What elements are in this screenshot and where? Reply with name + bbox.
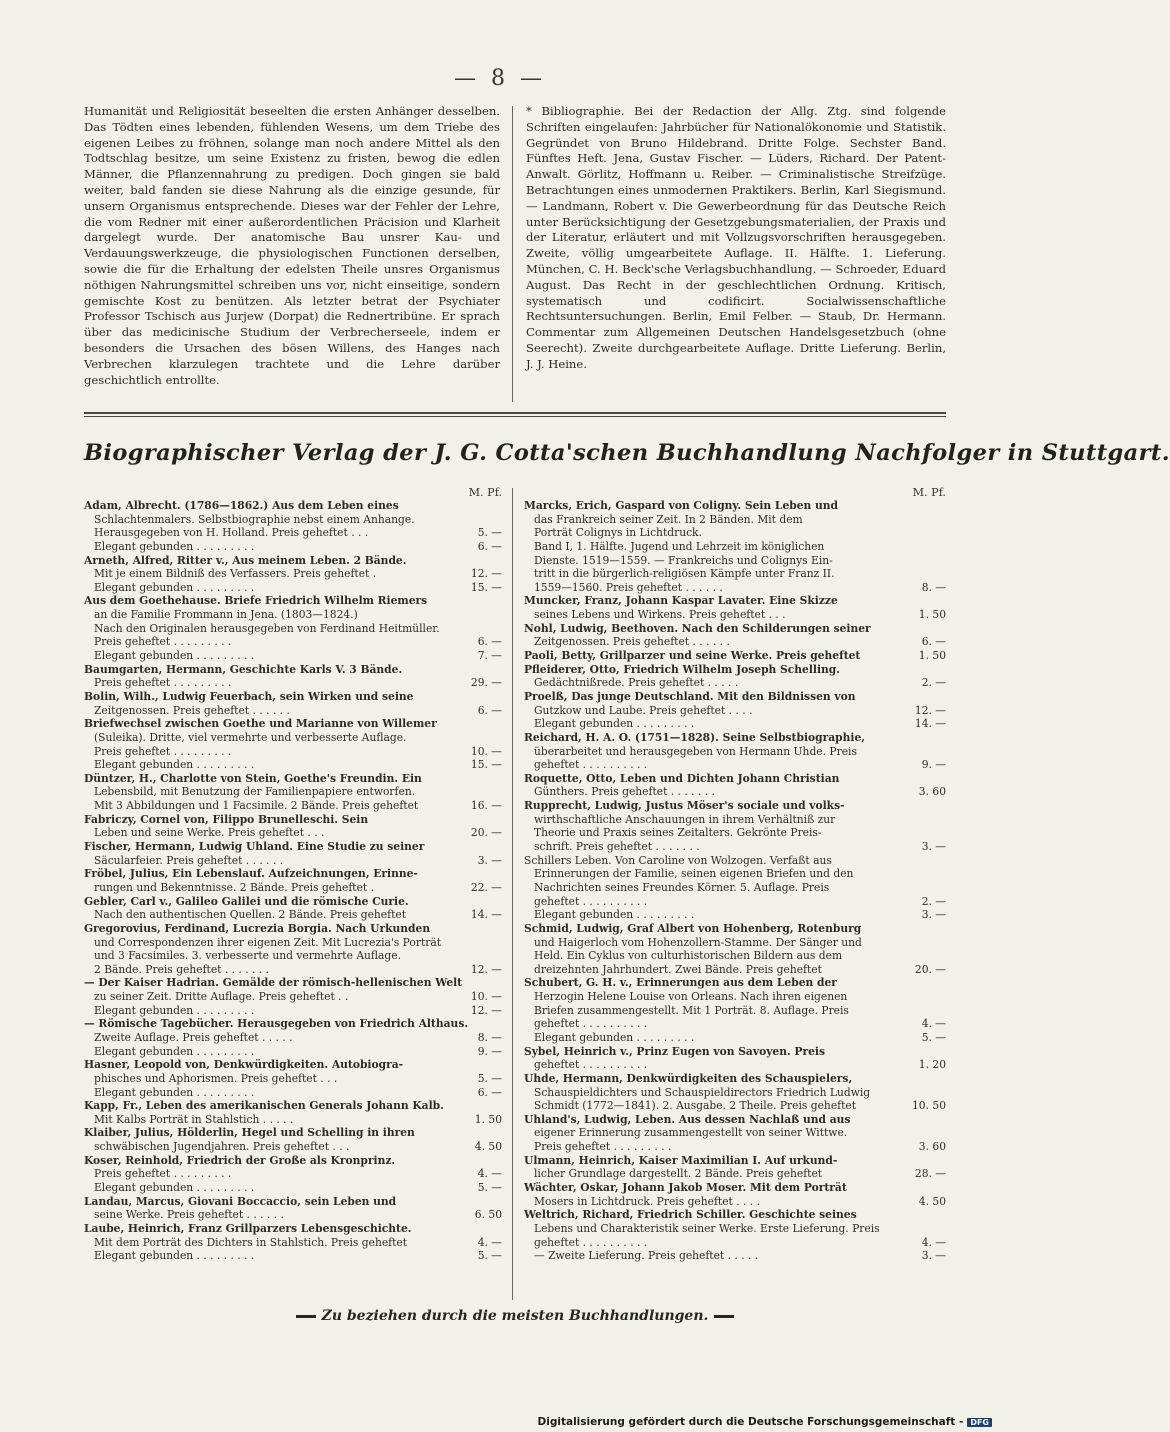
catalog-line (524, 990, 946, 1004)
catalog-line-text: Nach den Originalen herausgegeben von Ferdinand Heitmüller. (94, 621, 440, 635)
catalog-line-text: Gedächtnißrede. Preis geheftet . . . . . (534, 676, 739, 690)
catalog-price: 5. — (474, 1072, 502, 1086)
catalog-line-text: Elegant gebunden . . . . . . . . . (534, 1030, 695, 1044)
catalog-line-text: Elegant gebunden . . . . . . . . . (94, 1044, 255, 1058)
catalog-line-text: zu seiner Zeit. Dritte Auflage. Preis geheftet . . (94, 990, 349, 1004)
catalog-line (524, 1222, 946, 1236)
catalog-line-text: licher Grundlage dargestellt. 2 Bände. Preis geheftet (534, 1167, 823, 1181)
catalog-line-text: Preis geheftet . . . . . . . . . (534, 1140, 672, 1154)
catalog-price: 29. — (467, 676, 502, 690)
catalog-line-text: Lebens und Charakteristik seiner Werke. Erste Lieferung. Preis (534, 1221, 880, 1235)
catalog-price: 10. 50 (908, 1099, 946, 1113)
catalog-line-text: Paoli, Betty, Grillparzer und seine Werke. Preis geheftet (524, 649, 861, 663)
catalog-price: 15. — (467, 581, 502, 595)
catalog-line (524, 949, 946, 963)
catalog-line (524, 581, 946, 595)
catalog-line (524, 854, 946, 868)
catalog-line-text: Elegant gebunden . . . . . . . . . (534, 717, 695, 731)
catalog-line-text: Dienste. 1519—1559. — Frankreichs und Colignys Ein- (534, 553, 833, 567)
catalog-price: 14. — (467, 908, 502, 922)
catalog-price: 5. — (474, 1249, 502, 1263)
catalog-line (524, 622, 946, 636)
catalog-line-text: Mit Kalbs Porträt in Stahlstich . . . . . (94, 1112, 294, 1126)
catalog-line (84, 676, 502, 690)
price-header: M. Pf. (468, 486, 502, 499)
catalog-line (524, 922, 946, 936)
catalog-line (524, 704, 946, 718)
catalog-line (524, 1140, 946, 1154)
section-rule (84, 412, 946, 414)
catalog-line-text: Elegant gebunden . . . . . . . . . (94, 580, 255, 594)
catalog-line (84, 540, 502, 554)
catalog-line-text: Mit dem Porträt des Dichters in Stahlstich. Preis geheftet (94, 1235, 408, 1249)
catalog-line (84, 908, 502, 922)
catalog-line (84, 1195, 502, 1209)
catalog-line-text: (Suleika). Dritte, viel vermehrte und verbesserte Auflage. (94, 730, 407, 744)
catalog-price: 3. 60 (915, 785, 946, 799)
catalog-price: 5. — (918, 1031, 946, 1045)
catalog-line-text: Rupprecht, Ludwig, Justus Möser's sociale und volks- (524, 799, 845, 813)
catalog-line-text: Held. Ein Cyklus von culturhistorischen Bildern aus dem (534, 949, 843, 963)
catalog-line (524, 594, 946, 608)
catalog-line (524, 540, 946, 554)
catalog-line-text: geheftet . . . . . . . . . . (534, 1058, 648, 1072)
catalog-line (84, 731, 502, 745)
catalog-line-text: dreizehnten Jahrhundert. Zwei Bände. Preis geheftet (534, 962, 822, 976)
catalog-price: 10. — (467, 745, 502, 759)
catalog-line-text: Briefen zusammengestellt. Mit 1 Porträt. 8. Auflage. Preis (534, 1003, 849, 1017)
catalog-line-text: geheftet . . . . . . . . . . (534, 758, 648, 772)
catalog-line-text: Zeitgenossen. Preis geheftet . . . . . . (94, 703, 290, 717)
article-text: Humanität und Religiosität beseelten die ersten Anhänger desselben. Das Tödten eines lebenden, fühlenden Wesens, um dem Triebe des eigenen Leibes zu fröhnen, solange man noch andere Mittel als den Todtschlag besitze, um seine Existenz zu fristen, bewog die edlen Männer, die Pflanzennahrung zu predigen. Doch gingen sie bald weiter, bald fanden sie diese Nahrung als die einzige gesunde, für unsern Organismus entsprechende. Dieses war der Fehler der Lehre, die vom Redner mit einer außerordentlichen Präcision und Klarheit dargelegt wurde. Der anatomische Bau unsrer Kau- und Verdauungswerkzeuge, die physiologischen Functionen derselben, sowie die für die Erhaltung der edelsten Theile unsres Organismus nöthigen Nahrungsmittel schreiben uns vor, nicht einseitige, sondern gemischte Kost zu benützen. Als letzter betrat der Psychiater Professor Tschisch aus Jurjew (Dorpat) die Rednertribüne. Er sprach über das medicinische Studium der Verbrecherseele, indem er besonders die Ursachen des bösen Willens, des Hanges nach Verbrechen klarzulegen trachtete und die Lehre darüber geschichtlich entrollte. (84, 104, 500, 387)
catalog-line-text: Düntzer, H., Charlotte von Stein, Goethe's Freundin. Ein (84, 771, 422, 785)
catalog-line (84, 1126, 502, 1140)
catalog-line (84, 854, 502, 868)
page-number: — 8 — (454, 66, 546, 91)
catalog-line (84, 745, 502, 759)
catalog-line (84, 1058, 502, 1072)
catalog-line (524, 963, 946, 977)
catalog-price: 6. — (474, 704, 502, 718)
price-header: M. Pf. (912, 486, 946, 499)
catalog-line (84, 881, 502, 895)
catalog-line (84, 1004, 502, 1018)
catalog-line (84, 717, 502, 731)
catalog-line-text: Elegant gebunden . . . . . . . . . (94, 1085, 255, 1099)
catalog-line (84, 990, 502, 1004)
catalog-line (84, 840, 502, 854)
catalog-line-text: Weltrich, Richard, Friedrich Schiller. Geschichte seines (524, 1208, 857, 1222)
catalog-price: 22. — (467, 881, 502, 895)
catalog-line-text: Elegant gebunden . . . . . . . . . (94, 1181, 255, 1195)
catalog-line-text: geheftet . . . . . . . . . . (534, 894, 648, 908)
catalog-line (84, 526, 502, 540)
catalog-line (524, 1045, 946, 1059)
catalog-line (524, 1072, 946, 1086)
catalog-line (524, 608, 946, 622)
catalog-line-text: und Correspondenzen ihrer eigenen Zeit. Mit Lucrezia's Porträt (94, 935, 442, 949)
catalog-price: 7. — (474, 649, 502, 663)
catalog-line (524, 635, 946, 649)
catalog-line (524, 785, 946, 799)
catalog-line (84, 1113, 502, 1127)
catalog-line (524, 1236, 946, 1250)
catalog-line-text: Schmid, Ludwig, Graf Albert von Hohenberg, Rotenburg (524, 921, 862, 935)
catalog-line-text: Säcularfeier. Preis geheftet . . . . . . (94, 853, 284, 867)
catalog-price: 3. — (918, 840, 946, 854)
catalog-column-left (84, 486, 502, 1263)
catalog-line-text: Schlachtenmalers. Selbstbiographie nebst einem Anhange. (94, 512, 415, 526)
catalog-line (524, 813, 946, 827)
catalog-line (524, 1099, 946, 1113)
catalog-line-text: Adam, Albrecht. (1786—1862.) Aus dem Leben eines (84, 499, 399, 512)
catalog-line-text: Sybel, Heinrich v., Prinz Eugen von Savoyen. Preis (524, 1044, 825, 1058)
catalog-line (524, 731, 946, 745)
catalog-price: 3. — (474, 854, 502, 868)
catalog-line-text: Fabriczy, Cornel von, Filippo Brunelleschi. Sein (84, 812, 369, 826)
catalog-price: 15. — (467, 758, 502, 772)
catalog-line-text: Elegant gebunden . . . . . . . . . (94, 539, 255, 553)
catalog-price: 12. — (467, 1004, 502, 1018)
catalog-line (84, 690, 502, 704)
catalog-line-text: Elegant gebunden . . . . . . . . . (94, 758, 255, 772)
catalog-line (524, 1167, 946, 1181)
catalog-line-text: Mit 3 Abbildungen und 1 Facsimile. 2 Bände. Preis geheftet (94, 799, 419, 813)
catalog-line (524, 649, 946, 663)
catalog-price: 2. — (918, 676, 946, 690)
catalog-line-text: Schauspieldichters und Schauspieldirectors Friedrich Ludwig (534, 1085, 871, 1099)
catalog-line (524, 499, 946, 513)
catalog-line-text: Reichard, H. A. O. (1751—1828). Seine Selbstbiographie, (524, 730, 866, 744)
catalog-line-text: phisches und Aphorismen. Preis geheftet . . . (94, 1071, 338, 1085)
catalog-line-text: Nachrichten seines Freundes Körner. 5. Auflage. Preis (534, 880, 830, 894)
catalog-line (84, 704, 502, 718)
catalog-line (84, 799, 502, 813)
catalog-line-text: seine Werke. Preis geheftet . . . . . . (94, 1208, 284, 1222)
catalog-line (524, 1126, 946, 1140)
catalog-price: 8. — (474, 1031, 502, 1045)
catalog-line-text: Schmidt (1772—1841). 2. Ausgabe. 2 Theile. Preis geheftet (534, 1099, 857, 1113)
catalog-price: 6. — (474, 540, 502, 554)
catalog-line (524, 881, 946, 895)
catalog-list-left (84, 499, 502, 1263)
catalog-line (84, 976, 502, 990)
catalog-line (84, 867, 502, 881)
digitization-credit (538, 1416, 992, 1428)
catalog-line-text: Elegant gebunden . . . . . . . . . (94, 1249, 255, 1263)
catalog-line-text: Mosers in Lichtdruck. Preis geheftet . . . . (534, 1194, 760, 1208)
catalog-line-text: Nohl, Ludwig, Beethoven. Nach den Schilderungen seiner (524, 621, 871, 635)
catalog-line-text: geheftet . . . . . . . . . . (534, 1017, 648, 1031)
catalog-line-text: Gebler, Carl v., Galileo Galilei und die römische Curie. (84, 894, 409, 908)
catalog-line (84, 826, 502, 840)
catalog-line-text: Ulmann, Heinrich, Kaiser Maximilian I. Auf urkund- (524, 1153, 838, 1167)
catalog-line (84, 635, 502, 649)
catalog-line-text: Zweite Auflage. Preis geheftet . . . . . (94, 1030, 293, 1044)
catalog-line-text: Preis geheftet . . . . . . . . . (94, 1167, 232, 1181)
catalog-price: 6. — (474, 635, 502, 649)
footer-note-text: Zu beziehen durch die meisten Buchhandlungen. (321, 1308, 709, 1324)
catalog-line-text: Arneth, Alfred, Ritter v., Aus meinem Leben. 2 Bände. (84, 553, 407, 567)
catalog-price: 20. — (911, 963, 946, 977)
catalog-line (84, 608, 502, 622)
catalog-line (84, 1031, 502, 1045)
catalog-line (524, 1208, 946, 1222)
catalog-line-text: Gregorovius, Ferdinand, Lucrezia Borgia. Nach Urkunden (84, 921, 431, 935)
catalog-line (524, 799, 946, 813)
catalog-line-text: Preis geheftet . . . . . . . . . (94, 635, 232, 649)
catalog-line (84, 513, 502, 527)
catalog-line (84, 1236, 502, 1250)
catalog-line (524, 554, 946, 568)
catalog-line (84, 1222, 502, 1236)
catalog-line (524, 1195, 946, 1209)
catalog-price: 20. — (467, 826, 502, 840)
catalog-price: 4. — (474, 1236, 502, 1250)
catalog-line (84, 1099, 502, 1113)
catalog-price: 6. — (918, 635, 946, 649)
catalog-line (524, 1031, 946, 1045)
catalog-line-text: Gutzkow und Laube. Preis geheftet . . . . (534, 703, 753, 717)
catalog-price: 12. — (467, 567, 502, 581)
catalog-line (524, 1086, 946, 1100)
catalog-line-text: Preis geheftet . . . . . . . . . (94, 676, 232, 690)
credit-text: Digitalisierung gefördert durch die Deutsche Forschungsgemeinschaft - (537, 1416, 964, 1428)
catalog-line-text: Briefwechsel zwischen Goethe und Marianne von Willemer (84, 717, 437, 731)
catalog-price: 10. — (467, 990, 502, 1004)
catalog-line-text: schrift. Preis geheftet . . . . . . . (534, 840, 700, 854)
catalog-line-text: Uhde, Hermann, Denkwürdigkeiten des Schauspielers, (524, 1071, 853, 1085)
catalog-line (84, 581, 502, 595)
catalog-line-text: Klaiber, Julius, Hölderlin, Hegel und Schelling in ihren (84, 1126, 415, 1140)
catalog-line-text: Koser, Reinhold, Friedrich der Große als Kronprinz. (84, 1153, 396, 1167)
catalog-line (84, 1167, 502, 1181)
catalog-price: 1. 50 (915, 608, 946, 622)
catalog-line-text: 1559—1560. Preis geheftet . . . . . . (534, 580, 723, 594)
catalog-line (84, 922, 502, 936)
catalog-line (524, 936, 946, 950)
catalog-line-text: und Haigerloch vom Hohenzollern-Stamme. Der Sänger und (534, 935, 862, 949)
catalog-line-text: Marcks, Erich, Gaspard von Coligny. Sein Leben und (524, 499, 839, 512)
catalog-line (84, 963, 502, 977)
catalog-line-text: Hasner, Leopold von, Denkwürdigkeiten. Autobiogra- (84, 1058, 404, 1072)
catalog-line-text: tritt in die bürgerlich-religiösen Kämpfe unter Franz II. (534, 567, 835, 581)
catalog-line-text: eigener Erinnerung zusammengestellt von seiner Wittwe. (534, 1126, 848, 1140)
catalog-price: 28. — (911, 1167, 946, 1181)
dfg-logo: DFG (967, 1418, 992, 1427)
catalog-line (524, 772, 946, 786)
catalog-line (84, 1140, 502, 1154)
catalog-line-text: Landau, Marcus, Giovani Boccaccio, sein Leben und (84, 1194, 397, 1208)
catalog-price: 8. — (918, 581, 946, 595)
catalog-price: 14. — (911, 717, 946, 731)
catalog-price: 12. — (467, 963, 502, 977)
catalog-line-text: Muncker, Franz, Johann Kaspar Lavater. Eine Skizze (524, 594, 838, 608)
catalog-line-text: Kapp, Fr., Leben des amerikanischen Generals Johann Kalb. (84, 1099, 444, 1113)
catalog-line-text: Elegant gebunden . . . . . . . . . (94, 1003, 255, 1017)
catalog-line-text: schwäbischen Jugendjahren. Preis geheftet . . . (94, 1140, 350, 1154)
catalog-line (524, 758, 946, 772)
catalog-line (84, 499, 502, 513)
catalog-line-text: rungen und Bekenntnisse. 2 Bände. Preis geheftet . (94, 880, 374, 894)
catalog-price: 4. — (918, 1236, 946, 1250)
column-divider (512, 488, 513, 1300)
catalog-line (524, 676, 946, 690)
catalog-line (84, 936, 502, 950)
column-divider (512, 106, 513, 402)
catalog-line-text: Mit je einem Bildniß des Verfassers. Preis geheftet . (94, 567, 377, 581)
catalog-line (84, 649, 502, 663)
catalog-line (84, 758, 502, 772)
catalog-line-text: Uhland's, Ludwig, Leben. Aus dessen Nachlaß und aus (524, 1112, 851, 1126)
catalog-line-text: Fröbel, Julius, Ein Lebenslauf. Aufzeichnungen, Erinne- (84, 867, 418, 881)
catalog-line (524, 717, 946, 731)
catalog-line-text: Leben und seine Werke. Preis geheftet . . . (94, 826, 325, 840)
dash-ornament (296, 1315, 316, 1318)
catalog-price: 1. 50 (915, 649, 946, 663)
catalog-line-text: Roquette, Otto, Leben und Dichten Johann Christian (524, 771, 840, 785)
catalog-line-text: Fischer, Hermann, Ludwig Uhland. Eine Studie zu seiner (84, 840, 425, 854)
catalog-price: 3. — (918, 908, 946, 922)
catalog-line (84, 1249, 502, 1263)
catalog-line-text: Preis geheftet . . . . . . . . . (94, 744, 232, 758)
catalog-line-text: Porträt Colignys in Lichtdruck. (534, 526, 702, 540)
catalog-price: 12. — (911, 704, 946, 718)
catalog-price: 4. — (474, 1167, 502, 1181)
catalog-line-text: Erinnerungen der Familie, seinen eigenen Briefen und den (534, 867, 854, 881)
catalog-line-text: Lebensbild, mit Benutzung der Familienpapiere entworfen. (94, 785, 416, 799)
catalog-line-text: Elegant gebunden . . . . . . . . . (534, 908, 695, 922)
catalog-line (84, 772, 502, 786)
catalog-line (84, 1072, 502, 1086)
catalog-line-text: 2 Bände. Preis geheftet . . . . . . . (94, 962, 269, 976)
catalog-line (524, 840, 946, 854)
catalog-line-text: das Frankreich seiner Zeit. In 2 Bänden. Mit dem (534, 512, 803, 526)
catalog-line (524, 663, 946, 677)
catalog-line-text: und 3 Facsimiles. 3. verbesserte und vermehrte Auflage. (94, 949, 401, 963)
catalog-line (84, 1154, 502, 1168)
catalog-line-text: überarbeitet und herausgegeben von Hermann Uhde. Preis (534, 744, 857, 758)
catalog-price: 2. — (918, 895, 946, 909)
section-rule-thin (84, 416, 946, 417)
catalog-line (524, 690, 946, 704)
catalog-line (84, 949, 502, 963)
catalog-line (524, 745, 946, 759)
catalog-line (524, 976, 946, 990)
catalog-line (84, 1181, 502, 1195)
catalog-line-text: Herzogin Helene Louise von Orleans. Nach ihren eigenen (534, 990, 848, 1004)
catalog-line (84, 1208, 502, 1222)
catalog-line (84, 1017, 502, 1031)
catalog-price: 1. 50 (471, 1113, 502, 1127)
catalog-line (524, 526, 946, 540)
dash-ornament (714, 1315, 734, 1318)
catalog-line-text: Band I, 1. Hälfte. Jugend und Lehrzeit im königlichen (534, 539, 825, 553)
catalog-line (524, 1113, 946, 1127)
catalog-line-text: — Zweite Lieferung. Preis geheftet . . . . . (534, 1249, 759, 1263)
catalog-line-text: Schubert, G. H. v., Erinnerungen aus dem Leben der (524, 976, 837, 990)
catalog-line (524, 895, 946, 909)
catalog-line (84, 622, 502, 636)
catalog-price: 6. — (474, 1086, 502, 1100)
catalog-price: 5. — (474, 526, 502, 540)
catalog-line (524, 1017, 946, 1031)
catalog-price: 3. 60 (915, 1140, 946, 1154)
catalog-price: 9. — (474, 1045, 502, 1059)
catalog-price: 6. 50 (471, 1208, 502, 1222)
catalog-line-text: geheftet . . . . . . . . . . (534, 1235, 648, 1249)
catalog-line (84, 785, 502, 799)
catalog-line (524, 867, 946, 881)
catalog-line-text: Proelß, Das junge Deutschland. Mit den Bildnissen von (524, 689, 856, 703)
catalog-line-text: Wächter, Oskar, Johann Jakob Moser. Mit dem Porträt (524, 1181, 847, 1195)
catalog-price: 1. 20 (915, 1058, 946, 1072)
catalog-line-text: Zeitgenossen. Preis geheftet . . . . . . (534, 635, 730, 649)
publisher-heading: Biographischer Verlag der J. G. Cotta'schen Buchhandlung Nachfolger in Stuttgart. (84, 440, 1170, 466)
footer-note (84, 1308, 946, 1324)
catalog-line-text: Schillers Leben. Von Caroline von Wolzogen. Verfaßt aus (524, 853, 832, 867)
catalog-line (84, 1045, 502, 1059)
catalog-line-text: an die Familie Frommann in Jena. (1803—1824.) (94, 608, 358, 622)
catalog-line-text: — Römische Tagebücher. Herausgegeben von Friedrich Althaus. (84, 1017, 469, 1031)
catalog-line-text: Elegant gebunden . . . . . . . . . (94, 649, 255, 663)
bibliography-text: * Bibliographie. Bei der Redaction der Allg. Ztg. sind folgende Schriften eingelaufen: Jahrbücher für Nationalökonomie und Statistik. Gegründet von Bruno Hildebrand. Dritte Folge. Sechster Band. Fünftes Heft. Jena, Gustav Fischer. — Lüders, Richard. Der Patent-Anwalt. Görlitz, Hoffmann u. Reiber. — Criminalistische Streifzüge. Betrachtungen eines unmodernen Praktikers. Berlin, Karl Siegismund. — Landmann, Robert v. Die Gewerbeordnung für das Deutsche Reich unter Berücksichtigung der Gesetzgebungsmaterialien, der Praxis und der Literatur, erläutert und mit Vollzugsvorschriften herausgegeben. Zweite, völlig umgearbeitete Auflage. II. Hälfte. 1. Lieferung. München, C. H. Beck'sche Verlagsbuchhandlung. — Schroeder, Eduard August. Das Recht in der geschlechtlichen Ordnung. Kritisch, systematisch und codificirt. Socialwissenschaftliche Rechtsuntersuchungen. Berlin, Emil Felber. — Staub, Dr. Hermann. Commentar zum Allgemeinen Deutschen Handelsgesetzbuch (ohne Seerecht). Zweite durchgearbeitete Auflage. Dritte Lieferung. Berlin, J. J. Heine. (526, 104, 946, 371)
catalog-line (84, 567, 502, 581)
catalog-line (84, 663, 502, 677)
catalog-price: 9. — (918, 758, 946, 772)
catalog-line-text: Baumgarten, Hermann, Geschichte Karls V. 3 Bände. (84, 662, 403, 676)
catalog-line-text: Nach den authentischen Quellen. 2 Bände. Preis geheftet (94, 908, 406, 922)
catalog-line (524, 1154, 946, 1168)
catalog-price: 3. — (918, 1249, 946, 1263)
catalog-line (84, 813, 502, 827)
catalog-list-right (524, 499, 946, 1263)
catalog-price: 4. 50 (471, 1140, 502, 1154)
catalog-line (524, 1249, 946, 1263)
catalog-line-text: Bolin, Wilh., Ludwig Feuerbach, sein Wirken und seine (84, 689, 414, 703)
catalog-line (524, 1058, 946, 1072)
catalog-line (524, 908, 946, 922)
catalog-line-text: Günthers. Preis geheftet . . . . . . . (534, 785, 715, 799)
catalog-column-right (524, 486, 946, 1263)
catalog-line-text: seines Lebens und Wirkens. Preis geheftet . . . (534, 608, 786, 622)
catalog-line-text: Herausgegeben von H. Holland. Preis geheftet . . . (94, 526, 369, 540)
catalog-price: 5. — (474, 1181, 502, 1195)
catalog-line-text: Laube, Heinrich, Franz Grillparzers Lebensgeschichte. (84, 1221, 412, 1235)
catalog-price: 4. — (918, 1017, 946, 1031)
catalog-line (84, 895, 502, 909)
catalog-line-text: — Der Kaiser Hadrian. Gemälde der römisch-hellenischen Welt (84, 976, 463, 990)
catalog-line (524, 1181, 946, 1195)
catalog-line (524, 1004, 946, 1018)
catalog-line (84, 554, 502, 568)
catalog-line-text: wirthschaftliche Anschauungen in ihrem Verhältniß zur (534, 812, 836, 826)
catalog-line (524, 567, 946, 581)
catalog-line-text: Theorie und Praxis seines Zeitalters. Gekrönte Preis- (534, 826, 822, 840)
catalog-price: 16. — (467, 799, 502, 813)
catalog-line (524, 513, 946, 527)
catalog-line (84, 594, 502, 608)
catalog-price: 4. 50 (915, 1195, 946, 1209)
catalog-line-text: Pfleiderer, Otto, Friedrich Wilhelm Joseph Schelling. (524, 662, 840, 676)
catalog-line (524, 826, 946, 840)
catalog-line (84, 1086, 502, 1100)
catalog-line-text: Aus dem Goethehause. Briefe Friedrich Wilhelm Riemers (84, 594, 428, 608)
